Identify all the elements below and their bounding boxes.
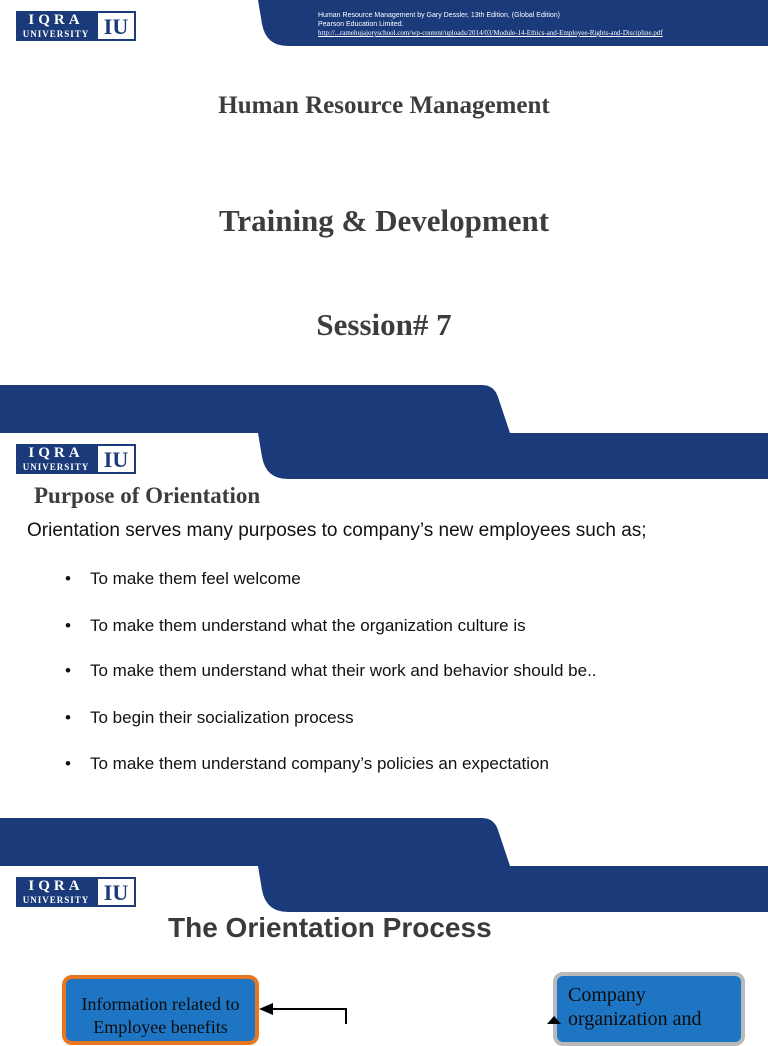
logo-iu-mark: IU	[96, 444, 136, 474]
logo-iqra-text: IQRA	[28, 12, 84, 28]
connector-arrowhead-left	[259, 1003, 273, 1015]
course-title: Human Resource Management	[218, 92, 550, 119]
logo-university-text: UNIVERSITY	[22, 895, 90, 905]
topic-title: Training & Development	[218, 203, 550, 238]
list-item: • To begin their socialization process	[65, 708, 354, 727]
slide-heading: Purpose of Orientation	[34, 483, 261, 508]
list-item-text: To make them feel welcome	[90, 569, 301, 588]
purpose-slide	[0, 433, 768, 866]
reference-line-2: Pearson Education Limited.	[318, 21, 404, 28]
process-slide	[0, 866, 768, 1037]
logo-iu-mark: IU	[96, 11, 136, 41]
iqra-logo	[16, 11, 136, 41]
connector-to-benefits	[266, 1009, 346, 1024]
iqra-logo	[16, 444, 136, 474]
list-item-text: To make them understand what the organization culture is	[90, 616, 526, 635]
list-item-text: To make them understand company’s policies an expectation	[90, 754, 549, 773]
benefits-box-line-2: Employee benefits	[93, 1017, 228, 1037]
footer-band	[0, 385, 768, 433]
logo-university-text: UNIVERSITY	[22, 29, 90, 39]
connector-arrowhead-up	[547, 1016, 561, 1024]
list-item-text: To make them understand what their work and behavior should be..	[90, 661, 597, 680]
logo-university-text: UNIVERSITY	[22, 462, 90, 472]
footer-band	[0, 818, 768, 866]
title-slide	[0, 0, 768, 433]
reference-line-1: Human Resource Management by Gary Dessler, 13th Edition, (Global Edition)	[318, 12, 561, 19]
flow-connectors	[0, 866, 768, 1024]
list-item: • To make them understand company’s policies an expectation	[65, 754, 549, 773]
logo-iqra-text: IQRA	[28, 878, 84, 894]
logo-iqra-text: IQRA	[28, 445, 84, 461]
intro-text: Orientation serves many purposes to company’s new employees such as;	[27, 520, 647, 541]
list-item: • To make them understand what the organization culture is	[65, 616, 526, 635]
logo-iu-mark: IU	[96, 877, 136, 907]
company-box-line-2: organization and	[568, 1008, 702, 1030]
company-box-line-1: Company	[568, 984, 646, 1006]
reference-note	[318, 11, 678, 38]
list-item-text: To begin their socialization process	[90, 708, 354, 727]
list-item: • To make them feel welcome	[65, 569, 301, 588]
slide-heading: The Orientation Process	[168, 912, 492, 943]
benefits-box-line-1: Information related to	[81, 994, 240, 1014]
session-number: Session# 7	[316, 307, 452, 342]
reference-link[interactable]: http://...ramehujajoryschool.com/wp-content/uploads/2014/03/Module-14-Ethics-and-Employee-Rights-and-Discipline.pdf	[318, 29, 663, 37]
list-item: • To make them understand what their work and behavior should be..	[65, 661, 597, 680]
